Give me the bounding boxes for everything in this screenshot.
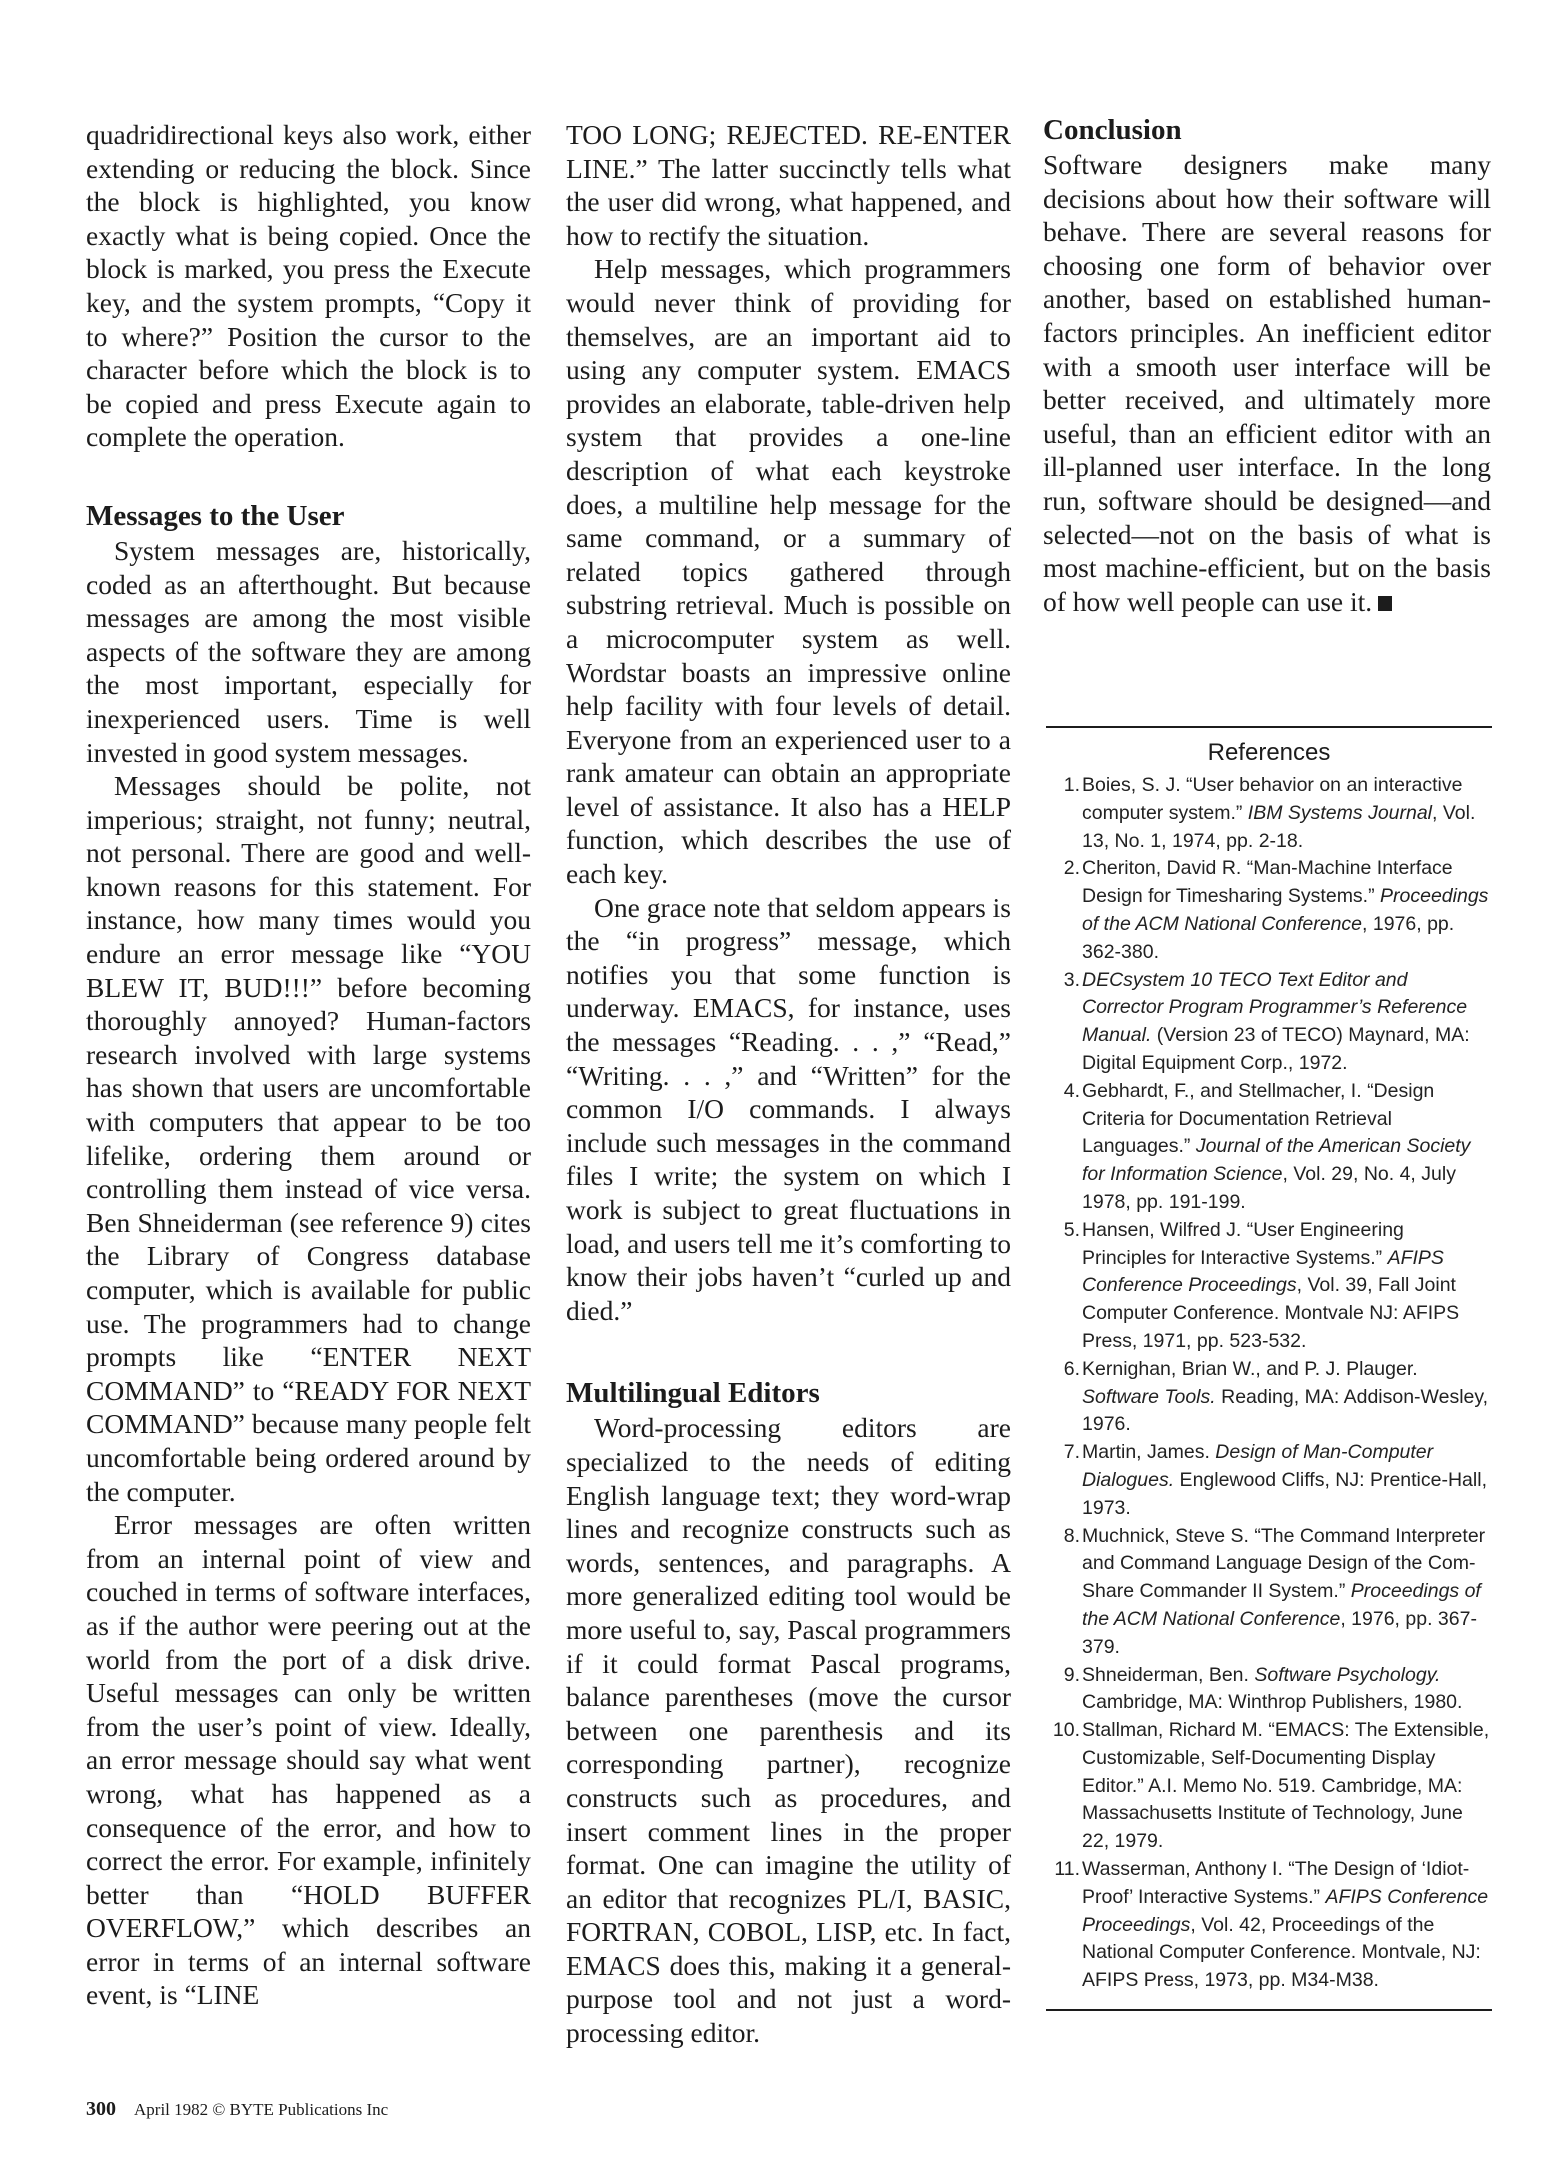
reference-part: Stallman, Richard M. “EMACS: The Extensible, Customizable, Self-Documenting Display Editor.” A.I. Memo No. 519. Cambridge, MA: Massachusetts Institute of Technology, June 22, 1979. <box>1082 1719 1490 1853</box>
paragraph: Help messages, which programmers would never think of providing for themselves, are an important aid to using any computer system. EMACS provides an elaborate, table-driven help system that provides a one-line description of what each keystroke does, a multiline help message for the same command, or a summary of related topics gathered through substring retrieval. Much is possible on a microcomputer system as well. Wordstar boasts an impressive online help facility with four levels of detail. Everyone from an experienced user to a rank amateur can obtain an appropriate level of assistance. It also has a HELP function, which describes the use of each key. <box>566 253 1011 890</box>
reference-part: , Vol. 39, Fall Joint Computer Conference. Montvale NJ: AFIPS Press, 1971, pp. 523-532. <box>1082 1274 1460 1352</box>
reference-part: (Version 23 of TECO) Maynard, MA: Digital Equipment Corp., 1972. <box>1082 1024 1470 1074</box>
reference-part: Wasserman, Anthony I. “The Design of ‘Idiot-Proof’ Interactive Systems.” <box>1082 1858 1470 1908</box>
footer-issue: April 1982 © BYTE Publications Inc <box>134 2100 389 2119</box>
reference-title: IBM Systems Journal <box>1247 801 1433 824</box>
reference-item <box>1046 855 1492 966</box>
reference-item <box>1046 1523 1492 1662</box>
reference-number: 2. <box>1063 857 1080 880</box>
references-title: References <box>1207 739 1331 766</box>
reference-item <box>1046 967 1492 1078</box>
reference-part: Hansen, Wilfred J. “User Engineering Principles for Interactive Systems.” <box>1082 1218 1404 1269</box>
reference-text <box>1082 1717 1490 1856</box>
end-mark-icon <box>1378 596 1392 611</box>
paragraph: Messages should be polite, not imperious; straight, not funny; neutral, not personal. There are good and well-known reasons for this statement. For instance, how many times would you endure an error message like “YOU BLEW IT, BUD!!!” before becoming thoroughly annoyed? Human-factors research involved with large systems has shown that users are uncomfortable with computers that appear to be too lifelike, ordering them around or controlling them instead of vice versa. Ben Shneiderman (see reference 9) cites the Library of Congress database computer, which is available for public use. The programmers had to change prompts like “ENTER NEXT COMMAND” to “READY FOR NEXT COMMAND” because many people felt uncomfortable being ordered around by the computer. <box>86 770 531 1507</box>
reference-part: Cambridge, MA: Winthrop Publishers, 1980. <box>1082 1691 1463 1714</box>
reference-text <box>1082 1662 1490 1718</box>
reference-item <box>1046 1717 1492 1856</box>
reference-part: Englewood Cliffs, NJ: Prentice-Hall, 1973. <box>1082 1468 1487 1519</box>
reference-part: Muchnick, Steve S. “The Command Interpreter and Command Language Design of the Com-Share Commander II System.” <box>1082 1524 1486 1603</box>
reference-number: 11. <box>1054 1858 1080 1881</box>
paragraph: TOO LONG; REJECTED. RE-ENTER LINE.” The latter succinctly tells what the user did wrong, what happened, and how to rectify the situation. <box>566 119 1011 251</box>
paragraph: System messages are, historically, coded as an afterthought. But because messages are among the most visible aspects of the software they are among the most important, especially for inexperienced users. Time is well invested in good system messages. <box>86 534 531 768</box>
reference-part: Cheriton, David R. “Man-Machine Interface Design for Timesharing Systems.” <box>1082 857 1453 908</box>
reference-item <box>1046 1856 1492 1995</box>
reference-part: Gebhardt, F., and Stellmacher, I. “Design Criteria for Documentation Retrieval Languages.” <box>1082 1079 1435 1158</box>
paragraph: One grace note that seldom appears is the “in progress” message, which notifies you that some function is underway. EMACS, for instance, uses the messages “Reading. . . ,” “Read,” “Writing. . . ,” and “Written” for the common I/O commands. I always include such messages in the command files I write; the system on which I work is subject to great fluctuations in load, and users tell me it’s comforting to know their jobs haven’t “curled up and died.” <box>566 891 1011 1326</box>
references-list <box>1046 772 1492 1995</box>
paragraph <box>1043 148 1491 618</box>
page-footer <box>86 2098 388 2121</box>
reference-part: Kernighan, Brian W., and P. J. Plauger. <box>1082 1357 1418 1380</box>
reference-part: , 1976, pp. 362-380. <box>1082 912 1455 963</box>
paragraph: Word-processing editors are specialized to the needs of editing English language text; they word-wrap lines and recognize constructs such as words, sentences, and paragraphs. A more generalized editing tool would be more useful to, say, Pascal programmers if it could format Pascal programs, balance parentheses (move the cursor between one parenthesis and its corresponding partner), recognize constructs such as procedures, and insert comment lines in the proper format. One can imagine the utility of an editor that recognizes PL/I, BASIC, FORTRAN, COBOL, LISP, etc. In fact, EMACS does this, making it a general-purpose tool and not just a word-processing editor. <box>566 1412 1011 2049</box>
reference-item <box>1046 772 1492 855</box>
reference-title: Software Psychology. <box>1254 1663 1441 1686</box>
reference-number: 5. <box>1063 1218 1080 1241</box>
reference-item <box>1046 1217 1492 1356</box>
reference-number: 4. <box>1063 1079 1080 1102</box>
section-heading-multilingual: Multilingual Editors <box>566 1377 820 1410</box>
reference-item <box>1046 1439 1492 1522</box>
reference-text <box>1082 1356 1490 1439</box>
reference-item <box>1046 1078 1492 1217</box>
reference-title: Design of Man-Computer Dialogues. <box>1082 1441 1434 1491</box>
reference-item <box>1046 1662 1492 1718</box>
reference-part: , Vol. 42, Proceedings of the National Computer Conference. Montvale, NJ: AFIPS Press, 1973, pp. M34-M38. <box>1082 1913 1481 1992</box>
conclusion-text: Software designers make many decisions about how their software will behave. There are several reasons for choosing one form of behavior over another, based on established human-factors principles. An inefficient editor with a smooth user interface will be better received, and ultimately more useful, than an efficient editor with an ill-planned user interface. In the long run, software should be designed—and selected—not on the basis of what is most machine-efficient, but on the basis of how well people can use it. <box>1043 149 1491 617</box>
reference-title: Journal of the American Society for Information Science <box>1082 1135 1471 1186</box>
reference-text <box>1082 1078 1490 1217</box>
reference-title: DECsystem 10 TECO Text Editor and Corrector Program Programmer’s Reference Manual. <box>1082 968 1468 1047</box>
column-2 <box>566 118 1011 2050</box>
reference-title: Software Tools. <box>1082 1385 1216 1408</box>
reference-number: 10. <box>1052 1719 1080 1742</box>
reference-number: 3. <box>1063 968 1080 991</box>
reference-text <box>1082 855 1490 966</box>
references-box <box>1046 726 1492 2011</box>
reference-text <box>1082 772 1490 855</box>
reference-title: AFIPS Conference Proceedings <box>1082 1246 1444 1297</box>
reference-text <box>1082 1439 1490 1522</box>
reference-text <box>1082 967 1490 1078</box>
reference-part: Martin, James. <box>1082 1441 1216 1464</box>
reference-text <box>1082 1217 1490 1356</box>
reference-title: Proceedings of the ACM National Conference <box>1082 885 1489 935</box>
reference-part: , 1976, pp. 367-379. <box>1082 1607 1477 1658</box>
reference-part: , Vol. 13, No. 1, 1974, pp. 2-18. <box>1082 801 1476 852</box>
reference-number: 1. <box>1063 774 1080 796</box>
reference-number: 6. <box>1063 1357 1080 1380</box>
reference-item <box>1046 1356 1492 1439</box>
reference-part: Shneiderman, Ben. <box>1082 1663 1255 1686</box>
reference-part: Boies, S. J. “User behavior on an interactive computer system.” <box>1082 774 1463 824</box>
reference-number: 9. <box>1063 1663 1080 1686</box>
reference-text <box>1082 1856 1490 1995</box>
column-1 <box>86 118 531 2012</box>
reference-number: 8. <box>1063 1524 1080 1547</box>
reference-number: 7. <box>1063 1441 1080 1464</box>
reference-title: Proceedings of the ACM National Conference <box>1082 1580 1481 1630</box>
reference-part: , Vol. 29, No. 4, July 1978, pp. 191-199. <box>1082 1163 1456 1213</box>
column-3 <box>1043 114 1491 618</box>
section-heading-conclusion: Conclusion <box>1043 114 1182 146</box>
section-heading-messages: Messages to the User <box>86 499 345 532</box>
reference-text <box>1082 1523 1490 1662</box>
reference-part: Reading, MA: Addison-Wesley, 1976. <box>1082 1385 1489 1436</box>
reference-title: AFIPS Conference Proceedings <box>1082 1885 1489 1936</box>
paragraph: quadridirectional keys also work, either extending or reducing the block. Since the block is highlighted, you know exactly what is being copied. Once the block is marked, you press the Execute key, and the system prompts, “Copy it to where?” Position the cursor to the character before which the block is to be copied and press Execute again to complete the operation. <box>86 119 531 453</box>
paragraph: Error messages are often written from an internal point of view and couched in terms of software interfaces, as if the author were peering out at the world from the port of a disk drive. Useful messages can only be written from the user’s point of view. Ideally, an error message should say what went wrong, what has happened as a consequence of the error, and how to correct the error. For example, infinitely better than “HOLD BUFFER OVERFLOW,” which describes an error in terms of an internal software event, is “LINE <box>86 1509 531 2011</box>
page-number: 300 <box>86 2098 116 2120</box>
